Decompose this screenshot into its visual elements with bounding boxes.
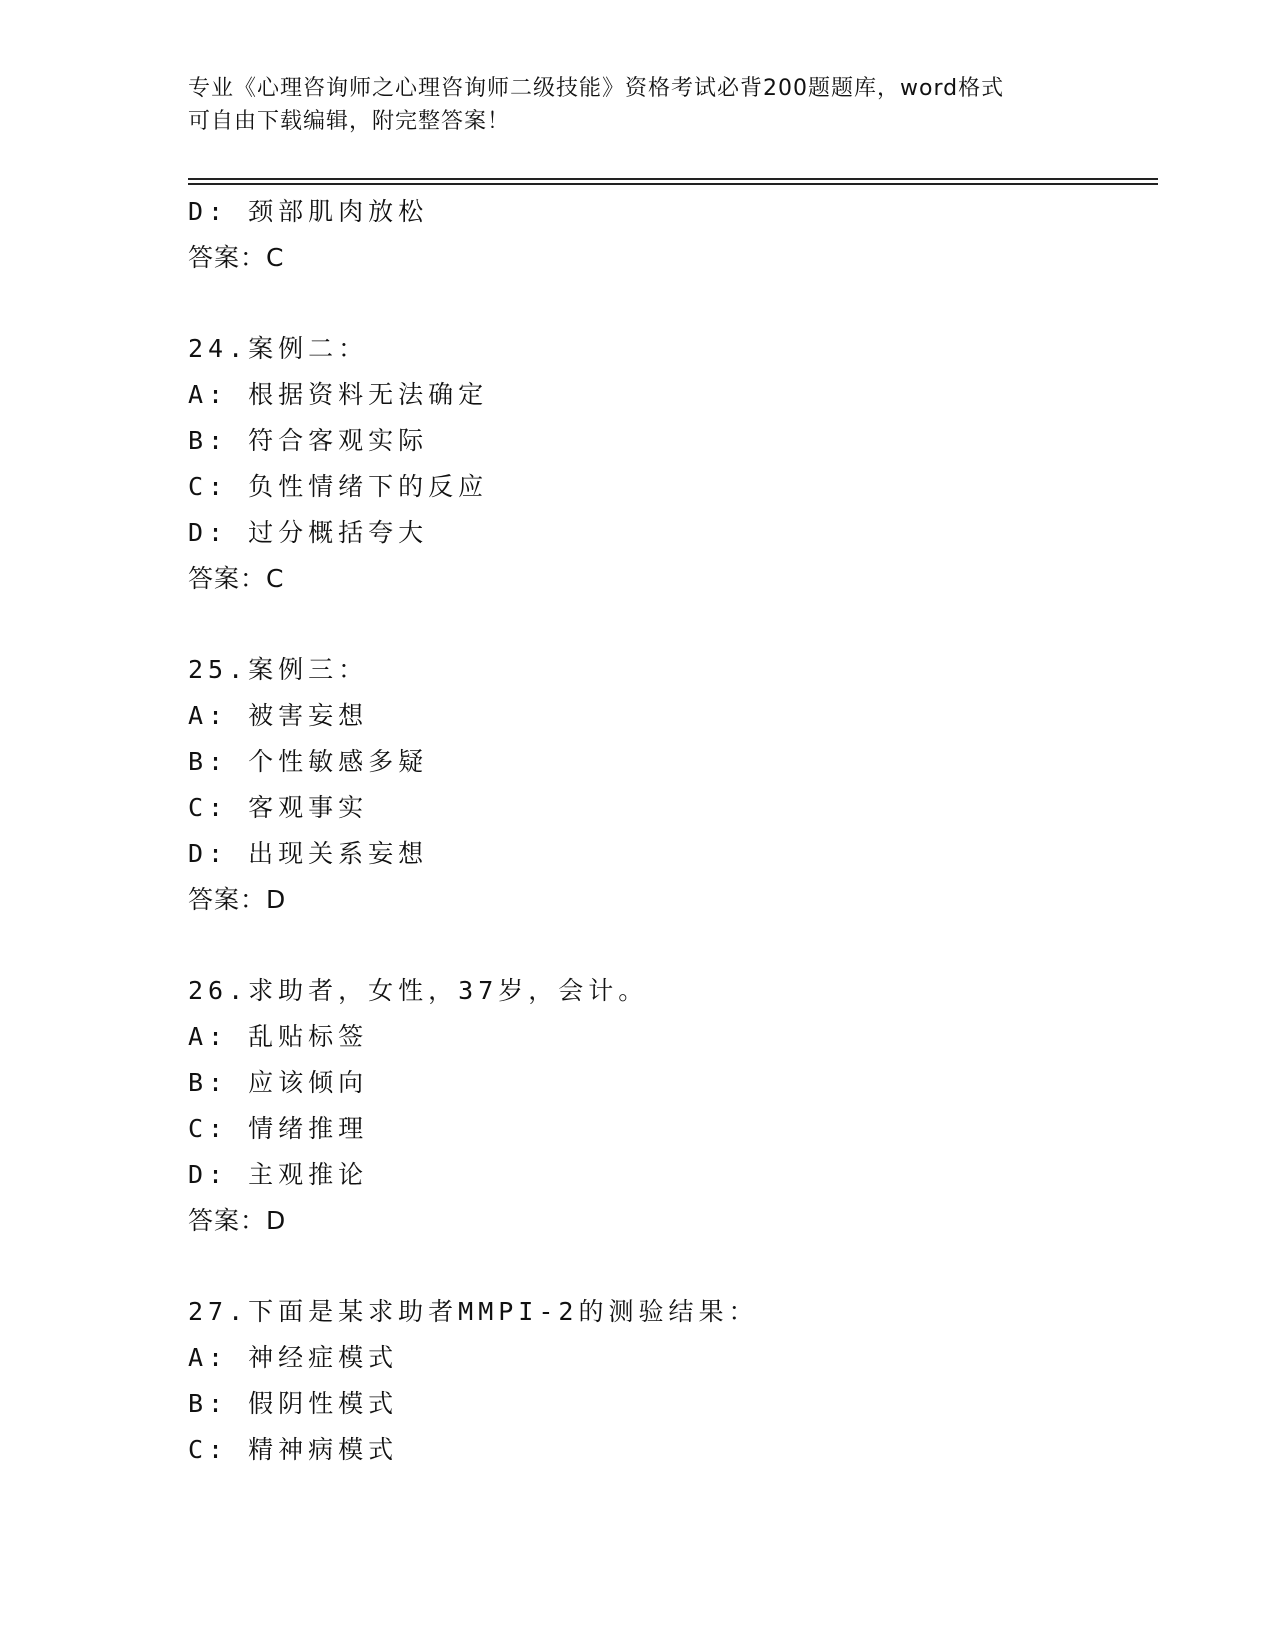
answer-key: 答案：C bbox=[188, 243, 285, 272]
answer-option: A: 被害妄想 bbox=[188, 701, 369, 730]
question-text: 25.案例三： bbox=[188, 655, 369, 684]
question-list bbox=[188, 189, 1158, 1473]
question-block bbox=[188, 189, 1158, 281]
answer-key: 答案：D bbox=[188, 1206, 287, 1235]
question-text: 24.案例二： bbox=[188, 334, 369, 363]
answer-key: 答案：D bbox=[188, 885, 287, 914]
answer-option: B: 假阴性模式 bbox=[188, 1389, 399, 1418]
question-block bbox=[188, 968, 1158, 1244]
question-block bbox=[188, 326, 1158, 602]
answer-option: B: 符合客观实际 bbox=[188, 426, 429, 455]
block-spacer bbox=[188, 1244, 1158, 1289]
answer-option: C: 负性情绪下的反应 bbox=[188, 472, 489, 501]
question-block bbox=[188, 647, 1158, 923]
answer-option: C: 客观事实 bbox=[188, 793, 369, 822]
question-block bbox=[188, 1289, 1158, 1473]
header-rule-bottom bbox=[188, 183, 1158, 185]
answer-key: 答案：C bbox=[188, 564, 285, 593]
question-text: 26.求助者，女性，37岁，会计。 bbox=[188, 976, 649, 1005]
block-spacer bbox=[188, 281, 1158, 326]
question-text: 27.下面是某求助者MMPI-2的测验结果： bbox=[188, 1297, 759, 1326]
block-spacer bbox=[188, 923, 1158, 968]
answer-option: D: 过分概括夸大 bbox=[188, 518, 429, 547]
answer-option: B: 个性敏感多疑 bbox=[188, 747, 429, 776]
document-header bbox=[188, 72, 1088, 138]
answer-option: C: 情绪推理 bbox=[188, 1114, 369, 1143]
block-spacer bbox=[188, 602, 1158, 647]
answer-option: D: 主观推论 bbox=[188, 1160, 369, 1189]
answer-option: A: 根据资料无法确定 bbox=[188, 380, 489, 409]
answer-option: D: 颈部肌肉放松 bbox=[188, 197, 429, 226]
answer-option: D: 出现关系妄想 bbox=[188, 839, 429, 868]
answer-option: C: 精神病模式 bbox=[188, 1435, 399, 1464]
answer-option: A: 乱贴标签 bbox=[188, 1022, 369, 1051]
header-rule-top bbox=[188, 178, 1158, 180]
header-line-1: 专业《心理咨询师之心理咨询师二级技能》资格考试必背200题题库，word格式 bbox=[188, 76, 1005, 101]
header-line-2: 可自由下载编辑，附完整答案！ bbox=[188, 109, 511, 134]
answer-option: A: 神经症模式 bbox=[188, 1343, 399, 1372]
answer-option: B: 应该倾向 bbox=[188, 1068, 369, 1097]
